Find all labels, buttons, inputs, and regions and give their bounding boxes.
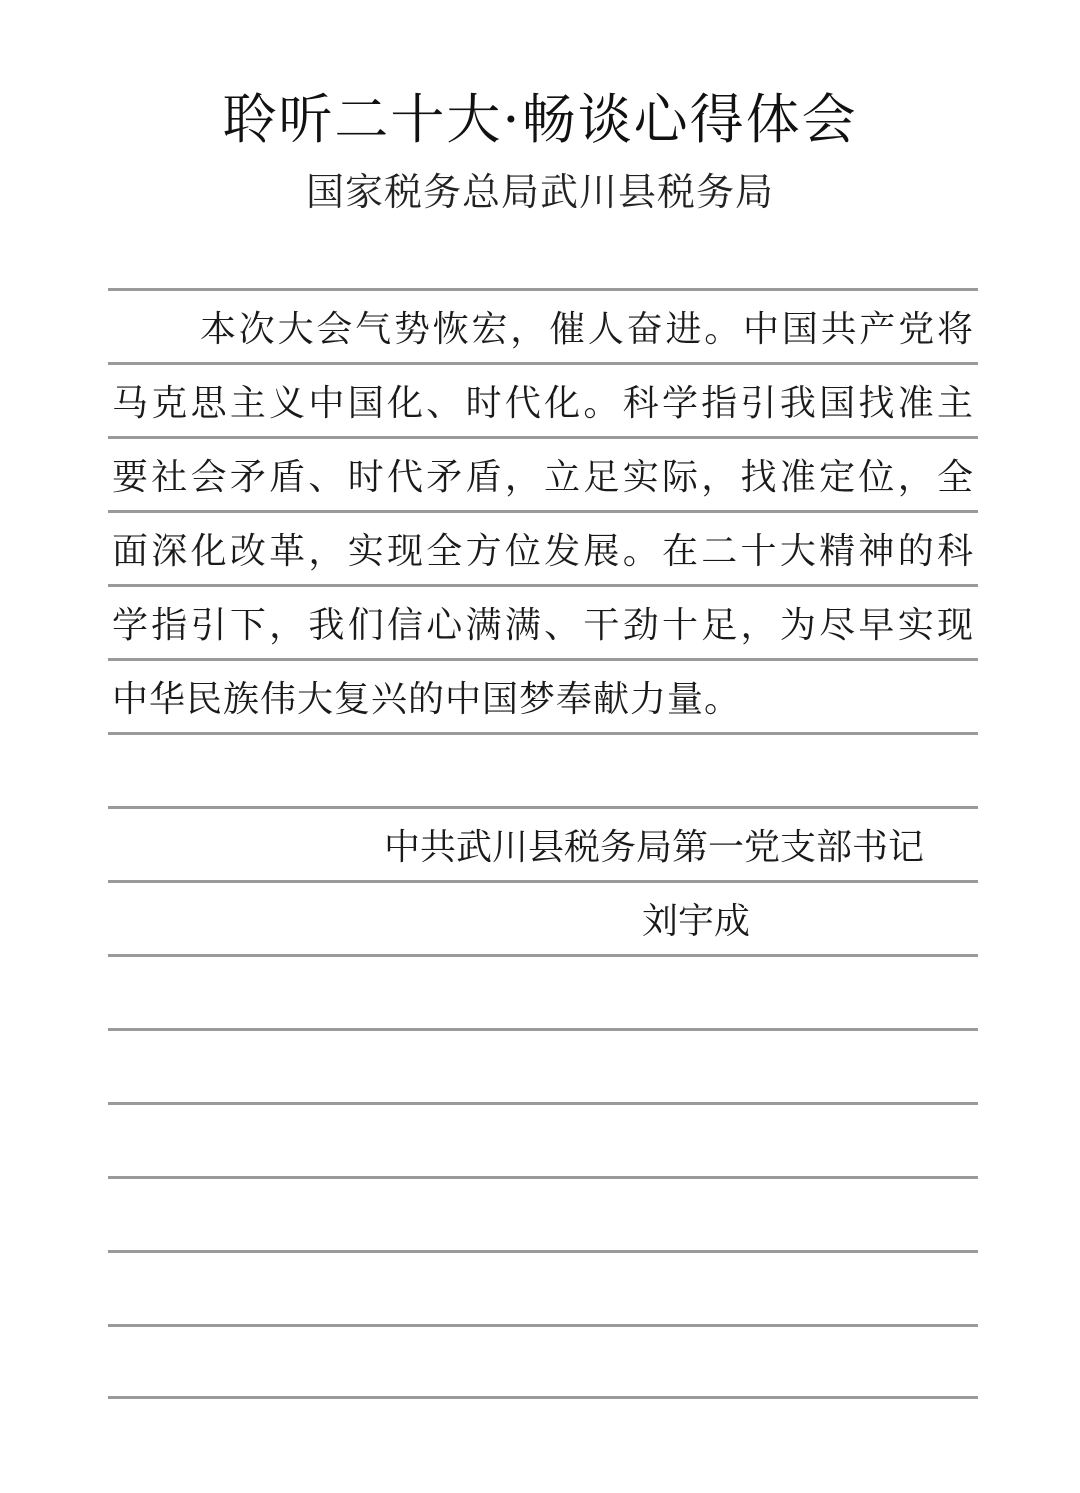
ruled-line	[108, 806, 978, 809]
ruled-line	[108, 732, 978, 735]
signature-name: 刘宇成	[642, 901, 751, 942]
ruled-line	[108, 1396, 978, 1399]
ruled-line	[108, 288, 978, 291]
body-line: 学指引下，我们信心满满、干劲十足，为尽早实现	[112, 605, 974, 646]
body-line: 本次大会气势恢宏，催人奋进。中国共产党将	[200, 309, 974, 350]
ruled-line	[108, 1324, 978, 1327]
page-title: 聆听二十大·畅谈心得体会	[222, 88, 858, 151]
body-line: 要社会矛盾、时代矛盾，立足实际，找准定位，全	[112, 457, 974, 498]
body-line: 中华民族伟大复兴的中国梦奉献力量。	[112, 679, 742, 720]
ruled-line	[108, 880, 978, 883]
ruled-line	[108, 584, 978, 587]
ruled-line	[108, 436, 978, 439]
ruled-line	[108, 510, 978, 513]
ruled-line	[108, 1250, 978, 1253]
ruled-line	[108, 954, 978, 957]
ruled-line	[108, 1176, 978, 1179]
ruled-line	[108, 1028, 978, 1031]
ruled-line	[108, 1102, 978, 1105]
ruled-line	[108, 362, 978, 365]
body-line: 面深化改革，实现全方位发展。在二十大精神的科	[112, 531, 974, 572]
page-subtitle: 国家税务总局武川县税务局	[305, 170, 774, 214]
ruled-line	[108, 658, 978, 661]
body-line: 马克思主义中国化、时代化。科学指引我国找准主	[112, 383, 974, 424]
signature-position: 中共武川县税务局第一党支部书记	[384, 827, 925, 868]
